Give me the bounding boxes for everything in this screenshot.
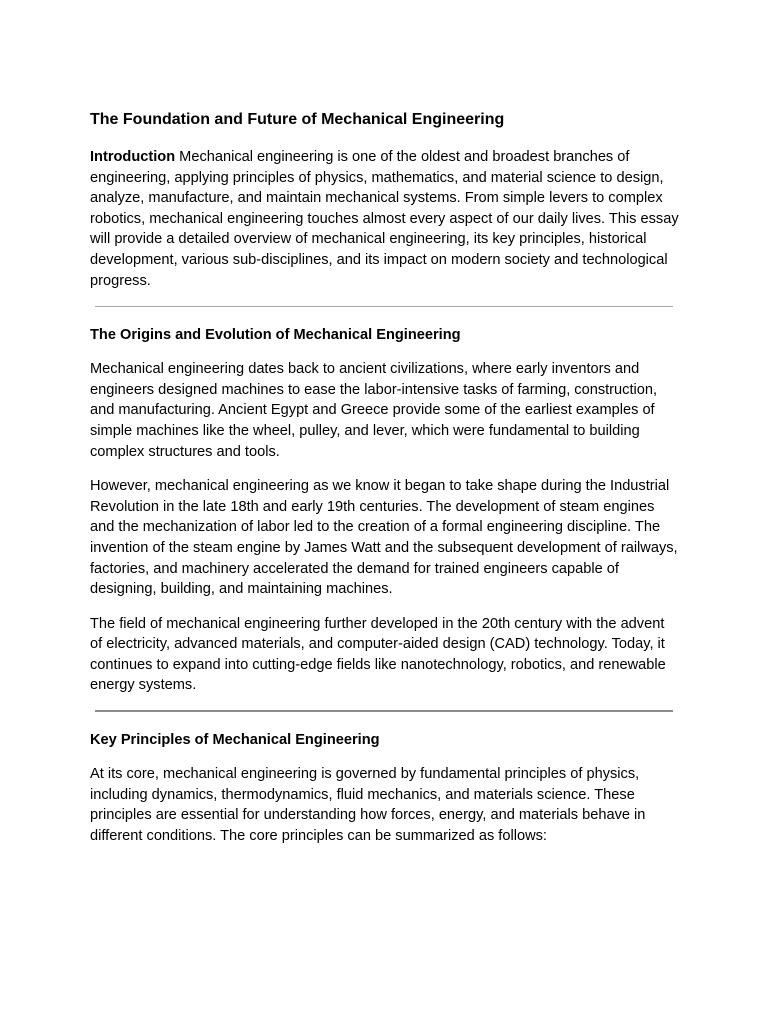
document-title: The Foundation and Future of Mechanical Engineering: [90, 111, 505, 128]
section-divider: [95, 710, 673, 712]
section-divider: [95, 306, 673, 307]
section-heading-key-principles: Key Principles of Mechanical Engineering: [90, 732, 380, 749]
section-heading-origins: The Origins and Evolution of Mechanical Engineering: [90, 327, 461, 344]
intro-text: Mechanical engineering is one of the oldest and broadest branches of engineering, applying principles of physics, mathematics, and material science to design, analyze, manufacture, and maintain mechanical systems. From simple levers to complex robotics, mechanical engineering touches almost every aspect of our daily lives. This essay will provide a detailed overview of mechanical engineering, its key principles, historical development, various sub-disciplines, and its impact on modern society and technological progress.: [90, 149, 679, 289]
intro-paragraph: [90, 147, 680, 291]
origins-paragraph-2: However, mechanical engineering as we know it began to take shape during the Industrial Revolution in the late 18th and early 19th centuries. The development of steam engines and the mechanization of labor led to the creation of a formal engineering discipline. The invention of the steam engine by James Watt and the subsequent development of railways, factories, and machinery accelerated the demand for trained engineers capable of designing, building, and maintaining machines.: [90, 478, 678, 598]
origins-paragraph-1: Mechanical engineering dates back to ancient civilizations, where early inventors and engineers designed machines to ease the labor-intensive tasks of farming, construction, and manufacturing. Ancient Egypt and Greece provide some of the earliest examples of simple machines like the wheel, pulley, and lever, which were fundamental to building complex structures and tools.: [90, 361, 658, 460]
principles-paragraph-1: At its core, mechanical engineering is governed by fundamental principles of physics, including dynamics, thermodynamics, fluid mechanics, and materials science. These principles are essential for understanding how forces, energy, and materials behave in different conditions. The core principles can be summarized as follows:: [90, 766, 646, 844]
origins-paragraph-3: The field of mechanical engineering further developed in the 20th century with the advent of electricity, advanced materials, and computer-aided design (CAD) technology. Today, it continues to expand into cutting-edge fields like nanotechnology, robotics, and renewable energy systems.: [90, 615, 666, 694]
document-page: [90, 110, 680, 860]
intro-label: Introduction: [90, 149, 176, 165]
